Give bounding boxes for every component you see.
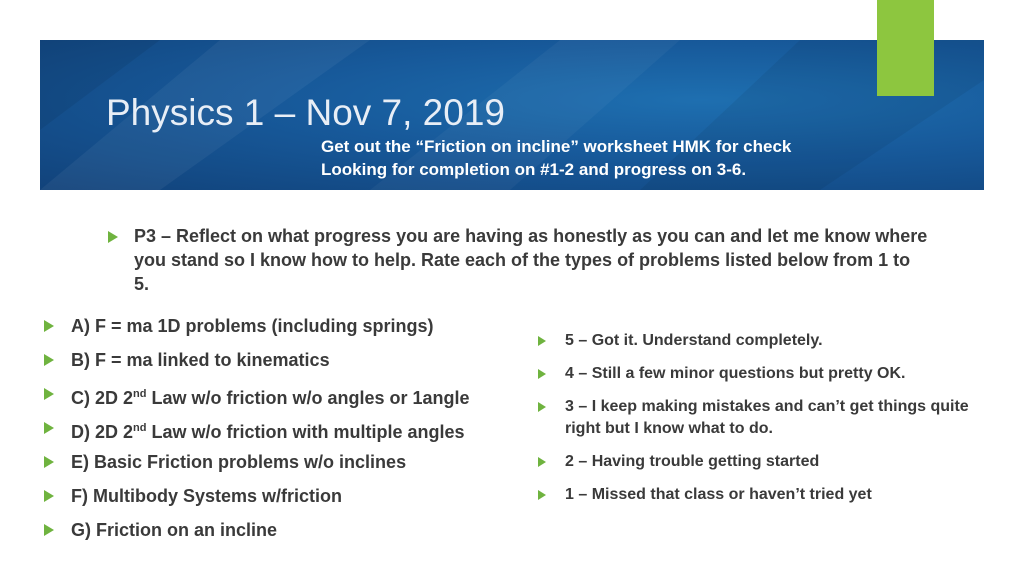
subtitle-line: Get out the “Friction on incline” worksheet HMK for check bbox=[321, 137, 792, 156]
list-item bbox=[44, 416, 524, 450]
triangle-right-icon bbox=[538, 369, 546, 379]
ordinal-suffix: nd bbox=[133, 422, 147, 434]
list-item bbox=[44, 348, 524, 382]
accent-tab bbox=[877, 0, 934, 96]
list-item bbox=[44, 382, 524, 416]
list-item-label: B) F = ma linked to kinematics bbox=[71, 350, 330, 370]
list-item bbox=[538, 330, 978, 352]
rating-scale-list bbox=[538, 330, 978, 517]
list-item bbox=[538, 363, 978, 385]
triangle-right-icon bbox=[44, 524, 54, 536]
triangle-right-icon bbox=[108, 231, 118, 243]
triangle-right-icon bbox=[538, 457, 546, 467]
triangle-right-icon bbox=[44, 354, 54, 366]
list-item-label: G) Friction on an incline bbox=[71, 520, 278, 540]
problem-types-list bbox=[44, 314, 524, 552]
list-item-label: 2 – Having trouble getting started bbox=[565, 453, 820, 470]
list-item bbox=[44, 484, 524, 518]
list-item bbox=[538, 484, 978, 506]
list-item-label: 5 – Got it. Understand completely. bbox=[565, 332, 823, 349]
list-item bbox=[44, 450, 524, 484]
triangle-right-icon bbox=[538, 490, 546, 500]
triangle-right-icon bbox=[44, 456, 54, 468]
main-bullet-text: P3 – Reflect on what progress you are having as honestly as you can and let me know where you stand so I know how to help. Rate each of the types of problems listed below from 1 to 5. bbox=[134, 226, 928, 294]
list-item-label: 3 – I keep making mistakes and can’t get things quite right but I know what to do. bbox=[565, 398, 969, 437]
list-item-text: D) 2D 2 bbox=[71, 422, 134, 442]
triangle-right-icon bbox=[538, 402, 546, 412]
list-item bbox=[44, 314, 524, 348]
list-item-label: F) Multibody Systems w/friction bbox=[71, 486, 343, 506]
triangle-right-icon bbox=[44, 388, 54, 400]
list-item-text: C) 2D 2 bbox=[71, 388, 134, 408]
ordinal-suffix: nd bbox=[133, 388, 147, 400]
list-item-text: Law w/o friction w/o angles or 1angle bbox=[146, 388, 470, 408]
list-item-label: E) Basic Friction problems w/o inclines bbox=[71, 452, 407, 472]
subtitle-line: Looking for completion on #1-2 and progress on 3-6. bbox=[321, 160, 747, 179]
list-item-label: 1 – Missed that class or haven’t tried yet bbox=[565, 486, 872, 503]
list-item bbox=[538, 396, 978, 440]
title-banner bbox=[40, 40, 984, 190]
page-title: Physics 1 – Nov 7, 2019 bbox=[106, 92, 505, 133]
triangle-right-icon bbox=[44, 422, 54, 434]
list-item-label: 4 – Still a few minor questions but pretty OK. bbox=[565, 365, 906, 382]
main-bullet bbox=[108, 224, 928, 296]
triangle-right-icon bbox=[44, 320, 54, 332]
subtitle bbox=[321, 135, 791, 181]
list-item-text: Law w/o friction with multiple angles bbox=[146, 422, 465, 442]
list-item-label bbox=[71, 388, 470, 408]
list-item bbox=[538, 451, 978, 473]
list-item-label bbox=[71, 422, 465, 442]
list-item-label: A) F = ma 1D problems (including springs) bbox=[71, 316, 434, 336]
triangle-right-icon bbox=[44, 490, 54, 502]
triangle-right-icon bbox=[538, 336, 546, 346]
list-item bbox=[44, 518, 524, 552]
